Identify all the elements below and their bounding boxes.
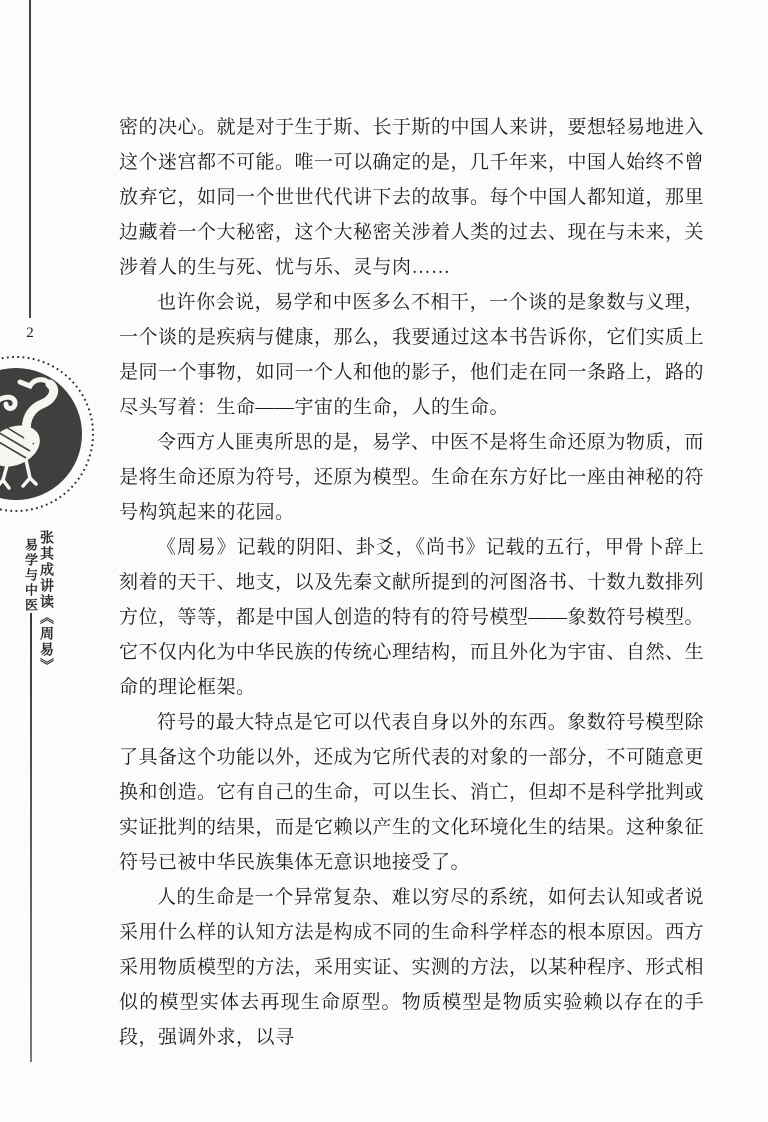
top-margin-rule <box>29 0 31 318</box>
series-title-vertical: 张其成讲读《周易》 <box>39 530 55 674</box>
page-number: 2 <box>26 325 34 341</box>
book-title-vertical: 易学与中医 <box>23 538 38 613</box>
body-paragraph-1: 密的决心。就是对于生于斯、长于斯的中国人来讲，要想轻易地进入这个迷宫都不可能。唯一可以确定的是，几千年来，中国人始终不曾放弃它，如同一个世世代代讲下去的故事。每个中国人都知道，那里边藏着一个大秘密，这个大秘密关涉着人类的过去、现在与未来，关涉着人的生与死、忧与乐、灵与肉…… <box>119 117 705 278</box>
body-paragraph-3: 令西方人匪夷所思的是，易学、中医不是将生命还原为物质，而是将生命还原为符号，还原为模型。生命在东方好比一座由神秘的符号构筑起来的花园。 <box>119 432 705 523</box>
body-paragraph-2: 也许你会说，易学和中医多么不相干，一个谈的是象数与义理，一个谈的是疾病与健康，那么，我要通过这本书告诉你，它们实质上是同一个事物，如同一个人和他的影子，他们走在同一条路上，路的尽头写着：生命——宇宙的生命，人的生命。 <box>119 292 705 418</box>
body-paragraph-6: 人的生命是一个异常复杂、难以穷尽的系统，如何去认知或者说采用什么样的认知方法是构成不同的生命科学样态的根本原因。西方采用物质模型的方法，采用实证、实测的方法，以某种程序、形式相似的模型实体去再现生命原型。物质模型是物质实验赖以存在的手段，强调外求，以寻 <box>119 887 705 1048</box>
bird-seal-icon <box>0 352 100 516</box>
text-column <box>119 110 704 1055</box>
body-paragraph-4: 《周易》记载的阴阳、卦爻，《尚书》记载的五行，甲骨卜辞上刻着的天干、地支，以及先秦文献所提到的河图洛书、十数九数排列方位，等等，都是中国人创造的特有的符号模型——象数符号模型。它不仅内化为中华民族的传统心理结构，而且外化为宇宙、自然、生命的理论框架。 <box>119 537 705 698</box>
bottom-margin-rule <box>30 613 32 1062</box>
body-paragraph-5: 符号的最大特点是它可以代表自身以外的东西。象数符号模型除了具备这个功能以外，还成为它所代表的对象的一部分，不可随意更换和创造。它有自己的生命，可以生长、消亡，但却不是科学批判或实证批判的结果，而是它赖以产生的文化环境化生的结果。这种象征符号已被中华民族集体无意识地接受了。 <box>119 712 705 873</box>
